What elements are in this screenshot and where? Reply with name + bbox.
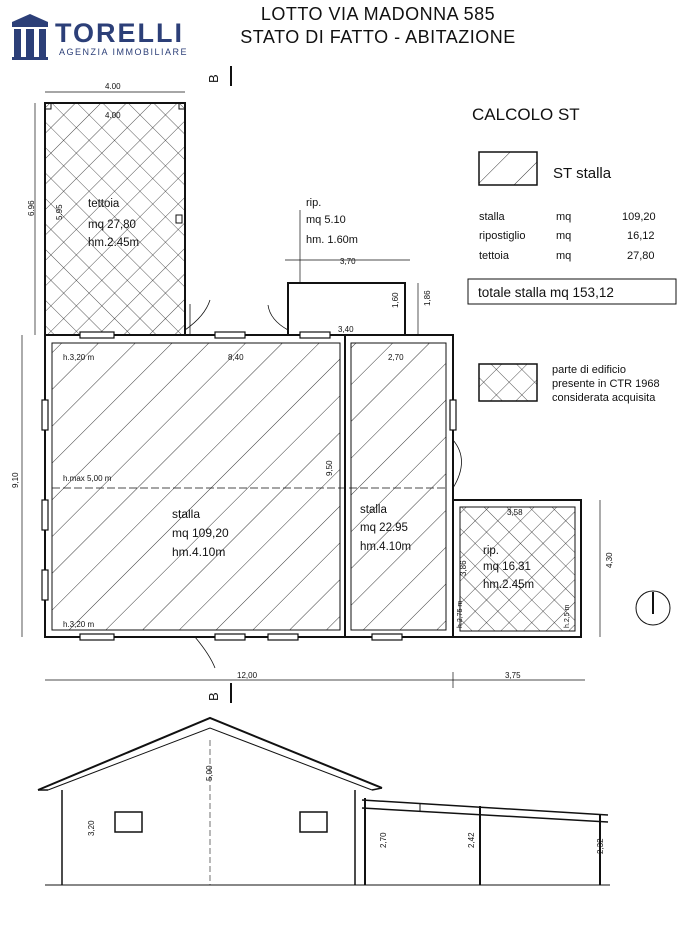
calc-total: totale stalla mq 153,12	[478, 285, 614, 300]
drawing-title: LOTTO VIA MADONNA 585	[260, 4, 496, 24]
section-height-5: 2,32	[596, 838, 605, 854]
svg-text:27,80: 27,80	[627, 250, 655, 262]
dim-big-depth: 9,50	[325, 460, 334, 476]
svg-text:mq 16.31: mq 16.31	[483, 561, 531, 573]
svg-text:tettoia: tettoia	[88, 198, 120, 210]
legend-ctr-line2: presente in CTR 1968	[552, 378, 660, 390]
svg-text:hm.2.45m: hm.2.45m	[88, 237, 140, 249]
dim-rip-width: 3,70	[340, 257, 356, 266]
section-mark-bottom	[206, 683, 231, 703]
room-tettoia	[45, 103, 185, 335]
dim-right-inner-depth: 3,86	[459, 560, 468, 576]
dim-rip-depth-inner: 1,60	[391, 292, 400, 308]
room-rip-top	[268, 197, 405, 335]
dim-tettoia-width-inner: 4.00	[105, 111, 121, 120]
dim-big-width: 8,40	[228, 353, 244, 362]
svg-text:hm.4.10m: hm.4.10m	[172, 545, 226, 559]
section-height-2: 5,00	[205, 765, 214, 781]
brand-subtitle: AGENZIA IMMOBILIARE	[59, 47, 189, 57]
room-stalla-small	[345, 335, 453, 637]
room-rip-right	[453, 500, 581, 637]
north-arrow-icon	[636, 591, 670, 625]
dim-overall-depth: 9,10	[11, 472, 20, 488]
legend-st: ST stalla	[553, 165, 612, 182]
room-stalla-big	[45, 335, 345, 637]
svg-text:mq: mq	[556, 230, 572, 242]
section-elevation	[38, 718, 610, 885]
section-height-4: 2,42	[467, 832, 476, 848]
calc-row	[479, 230, 655, 242]
height-left-bottom: h.3,20 m	[63, 620, 95, 629]
dim-right-inner-width: 3,58	[507, 508, 523, 517]
section-mark-top	[206, 66, 231, 86]
svg-text:mq 109,20: mq 109,20	[172, 526, 229, 540]
svg-text:ripostiglio: ripostiglio	[479, 230, 526, 242]
svg-text:16,12: 16,12	[627, 230, 655, 242]
dim-tettoia-depth: 6.96	[27, 200, 36, 216]
dim-overall-width: 12,00	[237, 671, 258, 680]
svg-text:hm.2.45m: hm.2.45m	[483, 579, 535, 591]
svg-text:109,20: 109,20	[622, 211, 656, 223]
svg-text:mq 22.95: mq 22.95	[360, 522, 408, 534]
svg-text:mq 27,80: mq 27,80	[88, 219, 136, 231]
dim-small-width: 2,70	[388, 353, 404, 362]
svg-text:mq 5.10: mq 5.10	[306, 214, 346, 226]
svg-text:hm.4.10m: hm.4.10m	[360, 541, 412, 553]
height-left-top: h.3,20 m	[63, 353, 95, 362]
calc-row	[479, 211, 656, 223]
height-right-a: h.2,75 m	[457, 600, 464, 628]
svg-text:tettoia: tettoia	[479, 250, 509, 262]
brand-name: TORELLI	[55, 18, 185, 48]
section-height-3: 2,70	[379, 832, 388, 848]
height-left-mid: h.max 5,00 m	[63, 474, 112, 483]
svg-text:B: B	[206, 74, 221, 83]
svg-text:hm. 1.60m: hm. 1.60m	[306, 234, 358, 246]
svg-text:rip.: rip.	[306, 197, 322, 209]
dim-right-width: 3,75	[505, 671, 521, 680]
svg-text:mq: mq	[556, 250, 572, 262]
calc-heading: CALCOLO ST	[472, 105, 580, 124]
height-right-b: h.2,5 m	[564, 604, 571, 628]
dim-tettoia-depth-inner: 5.95	[55, 204, 64, 220]
section-height-1: 3,20	[87, 820, 96, 836]
svg-text:B: B	[206, 692, 221, 701]
svg-text:rip.: rip.	[483, 545, 499, 557]
svg-text:stalla: stalla	[479, 211, 505, 223]
dim-right-depth: 4,30	[605, 552, 614, 568]
dim-rip-width-inner: 3,40	[338, 325, 354, 334]
svg-text:mq: mq	[556, 211, 572, 223]
dim-tettoia-width: 4.00	[105, 82, 121, 91]
drawing-subtitle: STATO DI FATTO - ABITAZIONE	[240, 27, 516, 47]
dim-rip-depth-outer: 1,86	[423, 290, 432, 306]
legend-ctr-line3: considerata acquisita	[552, 392, 656, 404]
svg-text:stalla: stalla	[172, 507, 201, 521]
calc-row	[479, 250, 655, 262]
legend-ctr-line1: parte di edificio	[552, 364, 626, 376]
svg-text:stalla: stalla	[360, 504, 387, 516]
